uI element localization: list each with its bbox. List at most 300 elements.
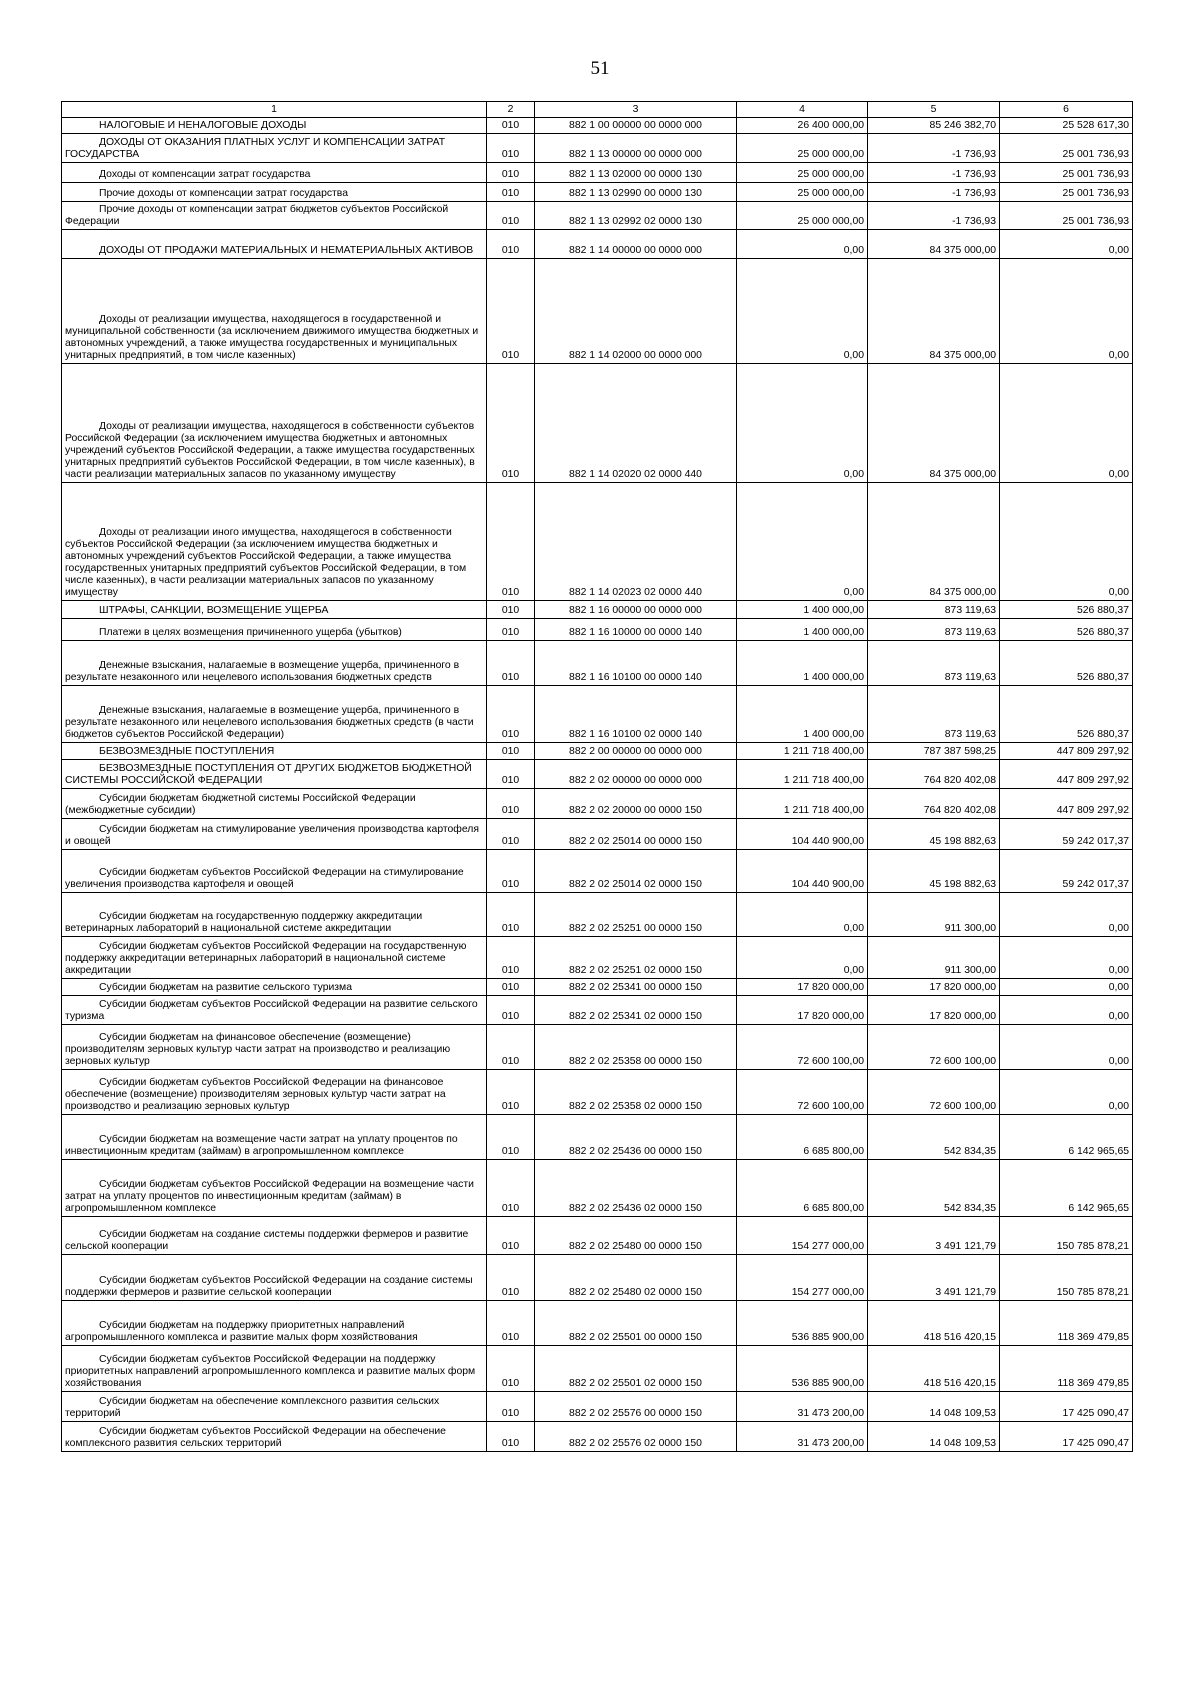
row-name-cell — [62, 364, 487, 483]
row-line-code-cell — [487, 230, 535, 259]
row-executed-amount-cell — [868, 259, 1000, 364]
row-budget-code-text: 882 1 16 10000 00 0000 140 — [569, 627, 702, 638]
row-name-cell — [62, 1070, 487, 1115]
row-name-cell — [62, 686, 487, 743]
table-row — [62, 364, 1133, 483]
row-executed-amount-cell — [868, 1070, 1000, 1115]
row-unexecuted-amount-text: 526 880,37 — [1076, 729, 1129, 740]
row-line-code-cell — [487, 686, 535, 743]
row-budget-code-text: 882 2 02 25480 00 0000 150 — [569, 1241, 702, 1252]
row-name-text: Субсидии бюджетам субъектов Российской Федерации на стимулирование увеличения производства картофеля и овощей — [65, 867, 464, 890]
row-approved-amount-cell — [737, 259, 868, 364]
row-unexecuted-amount-cell — [1000, 1115, 1133, 1160]
row-unexecuted-amount-text: 6 142 965,65 — [1068, 1203, 1129, 1214]
row-unexecuted-amount-text: 150 785 878,21 — [1056, 1241, 1129, 1252]
row-line-code-text: 010 — [501, 245, 520, 256]
row-approved-amount-text: 536 885 900,00 — [791, 1332, 864, 1343]
row-line-code-text: 010 — [501, 1011, 520, 1022]
row-line-code-text: 010 — [501, 923, 520, 934]
row-name-text: ДОХОДЫ ОТ ОКАЗАНИЯ ПЛАТНЫХ УСЛУГ И КОМПЕНСАЦИИ ЗАТРАТ ГОСУДАРСТВА — [65, 137, 446, 160]
row-executed-amount-text: 787 387 598,25 — [923, 746, 996, 757]
row-line-code-text: 010 — [501, 1287, 520, 1298]
row-executed-amount-cell — [868, 819, 1000, 850]
row-budget-code-text: 882 1 16 10100 02 0000 140 — [569, 729, 702, 740]
row-line-code-text: 010 — [501, 216, 520, 227]
table-row — [62, 937, 1133, 979]
row-name-text: Денежные взыскания, налагаемые в возмещение ущерба, причиненного в результате незаконного или нецелевого использования бюджетных средств (в части бюджетов субъектов Российской Федерации) — [65, 705, 474, 740]
row-approved-amount-cell — [737, 601, 868, 619]
row-budget-code-cell — [535, 743, 737, 760]
row-approved-amount-cell — [737, 850, 868, 893]
row-approved-amount-text: 31 473 200,00 — [797, 1438, 864, 1449]
row-budget-code-cell — [535, 1255, 737, 1301]
row-budget-code-text: 882 1 13 02990 00 0000 130 — [569, 188, 702, 199]
row-name-text: Прочие доходы от компенсации затрат государства — [99, 188, 348, 199]
row-executed-amount-cell — [868, 183, 1000, 202]
row-unexecuted-amount-cell — [1000, 619, 1133, 641]
row-unexecuted-amount-text: 25 001 736,93 — [1062, 149, 1129, 160]
row-budget-code-cell — [535, 1392, 737, 1422]
row-budget-code-text: 882 2 02 25480 02 0000 150 — [569, 1287, 702, 1298]
row-budget-code-cell — [535, 819, 737, 850]
row-approved-amount-cell — [737, 183, 868, 202]
row-executed-amount-text: 84 375 000,00 — [929, 469, 996, 480]
row-approved-amount-cell — [737, 760, 868, 789]
column-header-5: 5 — [868, 102, 1000, 118]
row-name-cell — [62, 1255, 487, 1301]
row-executed-amount-text: -1 736,93 — [952, 169, 996, 180]
row-line-code-text: 010 — [501, 469, 520, 480]
row-line-code-text: 010 — [501, 746, 520, 757]
row-unexecuted-amount-text: 447 809 297,92 — [1056, 805, 1129, 816]
row-line-code-text: 010 — [501, 627, 520, 638]
row-unexecuted-amount-cell — [1000, 1346, 1133, 1392]
row-budget-code-cell — [535, 850, 737, 893]
row-approved-amount-cell — [737, 134, 868, 163]
row-approved-amount-text: 25 000 000,00 — [797, 149, 864, 160]
row-approved-amount-cell — [737, 1422, 868, 1452]
row-executed-amount-text: 85 246 382,70 — [929, 120, 996, 131]
row-approved-amount-text: 0,00 — [843, 923, 864, 934]
row-budget-code-cell — [535, 1070, 737, 1115]
row-name-cell — [62, 1115, 487, 1160]
table-row — [62, 483, 1133, 601]
row-unexecuted-amount-text: 447 809 297,92 — [1056, 775, 1129, 786]
row-budget-code-text: 882 2 02 25436 00 0000 150 — [569, 1146, 702, 1157]
row-executed-amount-cell — [868, 202, 1000, 230]
row-approved-amount-text: 0,00 — [843, 245, 864, 256]
row-name-text: Доходы от реализации имущества, находящегося в собственности субъектов Российской Федерации (за исключением имущества бюджетных и автономных учреждений субъектов Российской Федерации, а также имущества государственных унитарных предприятий субъектов Российской Федерации, в том числе казенных), в части реализации материальных запасов по указанному имуществу — [65, 421, 475, 480]
row-budget-code-text: 882 1 13 02992 02 0000 130 — [569, 216, 702, 227]
row-line-code-text: 010 — [501, 982, 520, 993]
row-budget-code-text: 882 2 02 25341 02 0000 150 — [569, 1011, 702, 1022]
row-approved-amount-cell — [737, 1217, 868, 1255]
row-unexecuted-amount-text: 0,00 — [1108, 1056, 1129, 1067]
row-executed-amount-text: 14 048 109,53 — [929, 1408, 996, 1419]
row-approved-amount-cell — [737, 1070, 868, 1115]
table-row — [62, 118, 1133, 134]
row-unexecuted-amount-text: 6 142 965,65 — [1068, 1146, 1129, 1157]
row-budget-code-cell — [535, 163, 737, 183]
row-unexecuted-amount-cell — [1000, 134, 1133, 163]
column-header-3: 3 — [535, 102, 737, 118]
row-unexecuted-amount-cell — [1000, 1422, 1133, 1452]
row-budget-code-text: 882 2 02 20000 00 0000 150 — [569, 805, 702, 816]
row-name-text: Субсидии бюджетам на стимулирование увеличения производства картофеля и овощей — [65, 824, 479, 847]
row-line-code-cell — [487, 163, 535, 183]
row-executed-amount-cell — [868, 1025, 1000, 1070]
row-approved-amount-text: 0,00 — [843, 469, 864, 480]
row-approved-amount-text: 26 400 000,00 — [797, 120, 864, 131]
row-name-cell — [62, 641, 487, 686]
row-unexecuted-amount-cell — [1000, 1301, 1133, 1346]
row-line-code-text: 010 — [501, 1146, 520, 1157]
row-unexecuted-amount-cell — [1000, 850, 1133, 893]
row-name-cell — [62, 819, 487, 850]
row-line-code-cell — [487, 937, 535, 979]
row-line-code-text: 010 — [501, 1408, 520, 1419]
row-line-code-cell — [487, 483, 535, 601]
row-budget-code-text: 882 1 13 02000 00 0000 130 — [569, 169, 702, 180]
row-budget-code-text: 882 2 00 00000 00 0000 000 — [569, 746, 702, 757]
row-name-text: Субсидии бюджетам субъектов Российской Федерации на возмещение части затрат на уплату процентов по инвестиционным кредитам (займам) в агропромышленном комплексе — [65, 1179, 474, 1214]
table-row — [62, 601, 1133, 619]
table-row — [62, 760, 1133, 789]
row-budget-code-text: 882 2 02 25576 02 0000 150 — [569, 1438, 702, 1449]
row-unexecuted-amount-cell — [1000, 1070, 1133, 1115]
row-line-code-cell — [487, 1070, 535, 1115]
row-unexecuted-amount-text: 17 425 090,47 — [1062, 1408, 1129, 1419]
table-row — [62, 996, 1133, 1025]
row-name-cell — [62, 1160, 487, 1217]
row-approved-amount-text: 25 000 000,00 — [797, 216, 864, 227]
row-name-cell — [62, 743, 487, 760]
row-name-text: Субсидии бюджетам бюджетной системы Российской Федерации (межбюджетные субсидии) — [65, 793, 416, 816]
row-name-cell — [62, 1217, 487, 1255]
row-approved-amount-cell — [737, 230, 868, 259]
row-unexecuted-amount-cell — [1000, 893, 1133, 937]
row-line-code-text: 010 — [501, 149, 520, 160]
row-executed-amount-text: 84 375 000,00 — [929, 587, 996, 598]
column-number-header-row — [62, 102, 1133, 118]
row-executed-amount-text: -1 736,93 — [952, 149, 996, 160]
row-approved-amount-text: 154 277 000,00 — [791, 1287, 864, 1298]
row-line-code-cell — [487, 1346, 535, 1392]
row-line-code-text: 010 — [501, 1438, 520, 1449]
row-line-code-cell — [487, 1422, 535, 1452]
row-line-code-cell — [487, 601, 535, 619]
row-unexecuted-amount-text: 25 001 736,93 — [1062, 188, 1129, 199]
row-executed-amount-text: 764 820 402,08 — [923, 775, 996, 786]
row-approved-amount-text: 0,00 — [843, 587, 864, 598]
row-budget-code-text: 882 2 02 25436 02 0000 150 — [569, 1203, 702, 1214]
row-line-code-text: 010 — [501, 879, 520, 890]
row-name-cell — [62, 850, 487, 893]
row-name-text: НАЛОГОВЫЕ И НЕНАЛОГОВЫЕ ДОХОДЫ — [99, 120, 307, 131]
row-line-code-cell — [487, 641, 535, 686]
row-approved-amount-text: 0,00 — [843, 965, 864, 976]
row-name-cell — [62, 979, 487, 996]
table-row — [62, 641, 1133, 686]
row-executed-amount-text: 72 600 100,00 — [929, 1101, 996, 1112]
row-unexecuted-amount-cell — [1000, 819, 1133, 850]
row-budget-code-text: 882 1 13 00000 00 0000 000 — [569, 149, 702, 160]
row-approved-amount-text: 1 400 000,00 — [803, 627, 864, 638]
row-executed-amount-text: -1 736,93 — [952, 188, 996, 199]
table-row — [62, 1301, 1133, 1346]
row-budget-code-text: 882 1 16 00000 00 0000 000 — [569, 605, 702, 616]
row-unexecuted-amount-text: 0,00 — [1108, 923, 1129, 934]
row-unexecuted-amount-cell — [1000, 202, 1133, 230]
row-unexecuted-amount-text: 0,00 — [1108, 982, 1129, 993]
row-budget-code-cell — [535, 230, 737, 259]
row-line-code-cell — [487, 850, 535, 893]
row-executed-amount-cell — [868, 1115, 1000, 1160]
row-budget-code-cell — [535, 686, 737, 743]
row-unexecuted-amount-text: 526 880,37 — [1076, 605, 1129, 616]
row-executed-amount-cell — [868, 979, 1000, 996]
row-name-cell — [62, 230, 487, 259]
row-name-cell — [62, 183, 487, 202]
table-row — [62, 1217, 1133, 1255]
row-budget-code-cell — [535, 1115, 737, 1160]
row-approved-amount-text: 1 211 718 400,00 — [783, 746, 864, 757]
row-budget-code-cell — [535, 1217, 737, 1255]
row-executed-amount-text: 45 198 882,63 — [929, 836, 996, 847]
row-executed-amount-cell — [868, 601, 1000, 619]
row-line-code-cell — [487, 1301, 535, 1346]
row-executed-amount-cell — [868, 937, 1000, 979]
table-row — [62, 686, 1133, 743]
row-approved-amount-cell — [737, 996, 868, 1025]
table-row — [62, 259, 1133, 364]
row-line-code-cell — [487, 364, 535, 483]
row-budget-code-cell — [535, 979, 737, 996]
table-row — [62, 850, 1133, 893]
row-line-code-cell — [487, 1025, 535, 1070]
row-executed-amount-cell — [868, 850, 1000, 893]
row-budget-code-text: 882 1 14 02020 02 0000 440 — [569, 469, 702, 480]
row-line-code-text: 010 — [501, 1056, 520, 1067]
row-budget-code-text: 882 2 02 25014 00 0000 150 — [569, 836, 702, 847]
row-name-text: ДОХОДЫ ОТ ПРОДАЖИ МАТЕРИАЛЬНЫХ И НЕМАТЕРИАЛЬНЫХ АКТИВОВ — [99, 245, 474, 256]
row-budget-code-text: 882 2 02 25576 00 0000 150 — [569, 1408, 702, 1419]
row-executed-amount-cell — [868, 1255, 1000, 1301]
row-executed-amount-text: 72 600 100,00 — [929, 1056, 996, 1067]
row-unexecuted-amount-text: 447 809 297,92 — [1056, 746, 1129, 757]
row-line-code-text: 010 — [501, 1241, 520, 1252]
row-executed-amount-cell — [868, 641, 1000, 686]
row-unexecuted-amount-cell — [1000, 996, 1133, 1025]
table-row — [62, 1115, 1133, 1160]
row-budget-code-text: 882 1 14 02000 00 0000 000 — [569, 350, 702, 361]
row-executed-amount-cell — [868, 893, 1000, 937]
row-approved-amount-text: 1 400 000,00 — [803, 672, 864, 683]
row-executed-amount-text: 873 119,63 — [944, 605, 996, 616]
row-budget-code-cell — [535, 118, 737, 134]
row-unexecuted-amount-text: 25 528 617,30 — [1062, 120, 1129, 131]
row-unexecuted-amount-cell — [1000, 259, 1133, 364]
row-budget-code-cell — [535, 789, 737, 819]
row-name-text: БЕЗВОЗМЕЗДНЫЕ ПОСТУПЛЕНИЯ ОТ ДРУГИХ БЮДЖЕТОВ БЮДЖЕТНОЙ СИСТЕМЫ РОССИЙСКОЙ ФЕДЕРАЦИИ — [65, 763, 472, 786]
row-executed-amount-cell — [868, 1346, 1000, 1392]
table-row — [62, 619, 1133, 641]
row-unexecuted-amount-cell — [1000, 183, 1133, 202]
row-name-cell — [62, 893, 487, 937]
row-line-code-cell — [487, 118, 535, 134]
row-line-code-text: 010 — [501, 965, 520, 976]
row-name-cell — [62, 601, 487, 619]
column-header-4: 4 — [737, 102, 868, 118]
table-row — [62, 979, 1133, 996]
row-budget-code-cell — [535, 996, 737, 1025]
row-budget-code-cell — [535, 1301, 737, 1346]
row-approved-amount-text: 1 400 000,00 — [803, 729, 864, 740]
row-unexecuted-amount-text: 0,00 — [1108, 350, 1129, 361]
row-unexecuted-amount-cell — [1000, 118, 1133, 134]
row-budget-code-cell — [535, 1346, 737, 1392]
row-unexecuted-amount-cell — [1000, 163, 1133, 183]
row-line-code-cell — [487, 819, 535, 850]
row-budget-code-cell — [535, 601, 737, 619]
row-approved-amount-cell — [737, 202, 868, 230]
row-name-cell — [62, 483, 487, 601]
row-approved-amount-cell — [737, 1255, 868, 1301]
row-budget-code-cell — [535, 619, 737, 641]
row-approved-amount-text: 17 820 000,00 — [797, 1011, 864, 1022]
table-row — [62, 1255, 1133, 1301]
row-name-cell — [62, 937, 487, 979]
row-line-code-cell — [487, 1160, 535, 1217]
row-executed-amount-cell — [868, 743, 1000, 760]
row-unexecuted-amount-cell — [1000, 1392, 1133, 1422]
row-name-cell — [62, 1025, 487, 1070]
row-unexecuted-amount-cell — [1000, 1217, 1133, 1255]
row-executed-amount-cell — [868, 686, 1000, 743]
row-executed-amount-cell — [868, 996, 1000, 1025]
row-unexecuted-amount-text: 59 242 017,37 — [1062, 879, 1129, 890]
row-approved-amount-text: 72 600 100,00 — [797, 1101, 864, 1112]
row-name-text: Прочие доходы от компенсации затрат бюджетов субъектов Российской Федерации — [65, 204, 449, 227]
row-approved-amount-text: 31 473 200,00 — [797, 1408, 864, 1419]
row-name-cell — [62, 118, 487, 134]
row-budget-code-text: 882 2 02 00000 00 0000 000 — [569, 775, 702, 786]
row-unexecuted-amount-cell — [1000, 1255, 1133, 1301]
row-name-cell — [62, 1422, 487, 1452]
row-unexecuted-amount-text: 25 001 736,93 — [1062, 216, 1129, 227]
row-approved-amount-cell — [737, 364, 868, 483]
row-executed-amount-cell — [868, 1217, 1000, 1255]
row-unexecuted-amount-cell — [1000, 641, 1133, 686]
row-approved-amount-cell — [737, 641, 868, 686]
row-budget-code-text: 882 2 02 25251 00 0000 150 — [569, 923, 702, 934]
row-approved-amount-text: 6 685 800,00 — [803, 1146, 864, 1157]
row-executed-amount-text: 14 048 109,53 — [929, 1438, 996, 1449]
row-approved-amount-text: 6 685 800,00 — [803, 1203, 864, 1214]
table-row — [62, 1346, 1133, 1392]
table-row — [62, 1160, 1133, 1217]
row-budget-code-cell — [535, 259, 737, 364]
row-unexecuted-amount-cell — [1000, 686, 1133, 743]
row-line-code-text: 010 — [501, 1378, 520, 1389]
row-budget-code-cell — [535, 364, 737, 483]
row-budget-code-cell — [535, 183, 737, 202]
row-unexecuted-amount-text: 59 242 017,37 — [1062, 836, 1129, 847]
row-unexecuted-amount-cell — [1000, 760, 1133, 789]
row-executed-amount-text: 17 820 000,00 — [929, 982, 996, 993]
row-unexecuted-amount-cell — [1000, 743, 1133, 760]
row-approved-amount-cell — [737, 1115, 868, 1160]
row-name-text: Доходы от реализации имущества, находящегося в государственной и муниципальной собственности (за исключением движимого имущества бюджетных и автономных учреждений, а также имущества государственных и муниципальных унитарных предприятий, в том числе казенных) — [65, 314, 479, 361]
row-executed-amount-text: 764 820 402,08 — [923, 805, 996, 816]
row-budget-code-cell — [535, 1160, 737, 1217]
row-approved-amount-cell — [737, 163, 868, 183]
row-approved-amount-text: 25 000 000,00 — [797, 169, 864, 180]
row-budget-code-cell — [535, 483, 737, 601]
row-name-cell — [62, 1392, 487, 1422]
table-row — [62, 183, 1133, 202]
row-name-text: Субсидии бюджетам на поддержку приоритетных направлений агропромышленного комплекса и развитие малых форм хозяйствования — [65, 1320, 418, 1343]
row-name-text: Субсидии бюджетам субъектов Российской Федерации на развитие сельского туризма — [65, 999, 478, 1022]
row-executed-amount-cell — [868, 1422, 1000, 1452]
row-approved-amount-cell — [737, 979, 868, 996]
row-name-cell — [62, 760, 487, 789]
row-budget-code-text: 882 2 02 25358 00 0000 150 — [569, 1056, 702, 1067]
row-line-code-cell — [487, 996, 535, 1025]
row-budget-code-text: 882 2 02 25501 00 0000 150 — [569, 1332, 702, 1343]
table-row — [62, 743, 1133, 760]
row-budget-code-text: 882 2 02 25341 00 0000 150 — [569, 982, 702, 993]
row-unexecuted-amount-cell — [1000, 789, 1133, 819]
row-approved-amount-cell — [737, 1025, 868, 1070]
row-approved-amount-text: 104 440 900,00 — [791, 879, 864, 890]
row-line-code-text: 010 — [501, 1332, 520, 1343]
row-name-text: Доходы от компенсации затрат государства — [99, 169, 311, 180]
row-executed-amount-text: 84 375 000,00 — [929, 350, 996, 361]
row-name-text: Субсидии бюджетам субъектов Российской Федерации на государственную поддержку аккредитации ветеринарных лабораторий в национальной системе аккредитации — [65, 941, 467, 976]
row-line-code-cell — [487, 893, 535, 937]
row-budget-code-text: 882 2 02 25501 02 0000 150 — [569, 1378, 702, 1389]
row-line-code-cell — [487, 1255, 535, 1301]
table-row — [62, 893, 1133, 937]
row-unexecuted-amount-text: 0,00 — [1108, 1011, 1129, 1022]
row-budget-code-cell — [535, 641, 737, 686]
row-approved-amount-cell — [737, 743, 868, 760]
row-name-text: Субсидии бюджетам субъектов Российской Федерации на создание системы поддержки фермеров и развитие сельской кооперации — [65, 1275, 473, 1298]
row-unexecuted-amount-text: 0,00 — [1108, 1101, 1129, 1112]
table-row — [62, 230, 1133, 259]
row-line-code-text: 010 — [501, 120, 520, 131]
row-executed-amount-text: 873 119,63 — [944, 672, 996, 683]
row-budget-code-text: 882 2 02 25358 02 0000 150 — [569, 1101, 702, 1112]
row-approved-amount-text: 25 000 000,00 — [797, 188, 864, 199]
page-number: 51 — [590, 58, 610, 79]
row-approved-amount-cell — [737, 893, 868, 937]
row-name-text: Субсидии бюджетам на обеспечение комплексного развития сельских территорий — [65, 1396, 440, 1419]
row-name-text: Денежные взыскания, налагаемые в возмещение ущерба, причиненного в результате незаконного или нецелевого использования бюджетных средств — [65, 660, 460, 683]
row-name-cell — [62, 1346, 487, 1392]
row-unexecuted-amount-text: 17 425 090,47 — [1062, 1438, 1129, 1449]
row-executed-amount-cell — [868, 483, 1000, 601]
row-approved-amount-text: 1 400 000,00 — [803, 605, 864, 616]
row-unexecuted-amount-cell — [1000, 364, 1133, 483]
row-executed-amount-text: 84 375 000,00 — [929, 245, 996, 256]
row-executed-amount-text: 873 119,63 — [944, 627, 996, 638]
table-row — [62, 163, 1133, 183]
row-executed-amount-cell — [868, 1301, 1000, 1346]
table-row — [62, 202, 1133, 230]
row-approved-amount-cell — [737, 118, 868, 134]
